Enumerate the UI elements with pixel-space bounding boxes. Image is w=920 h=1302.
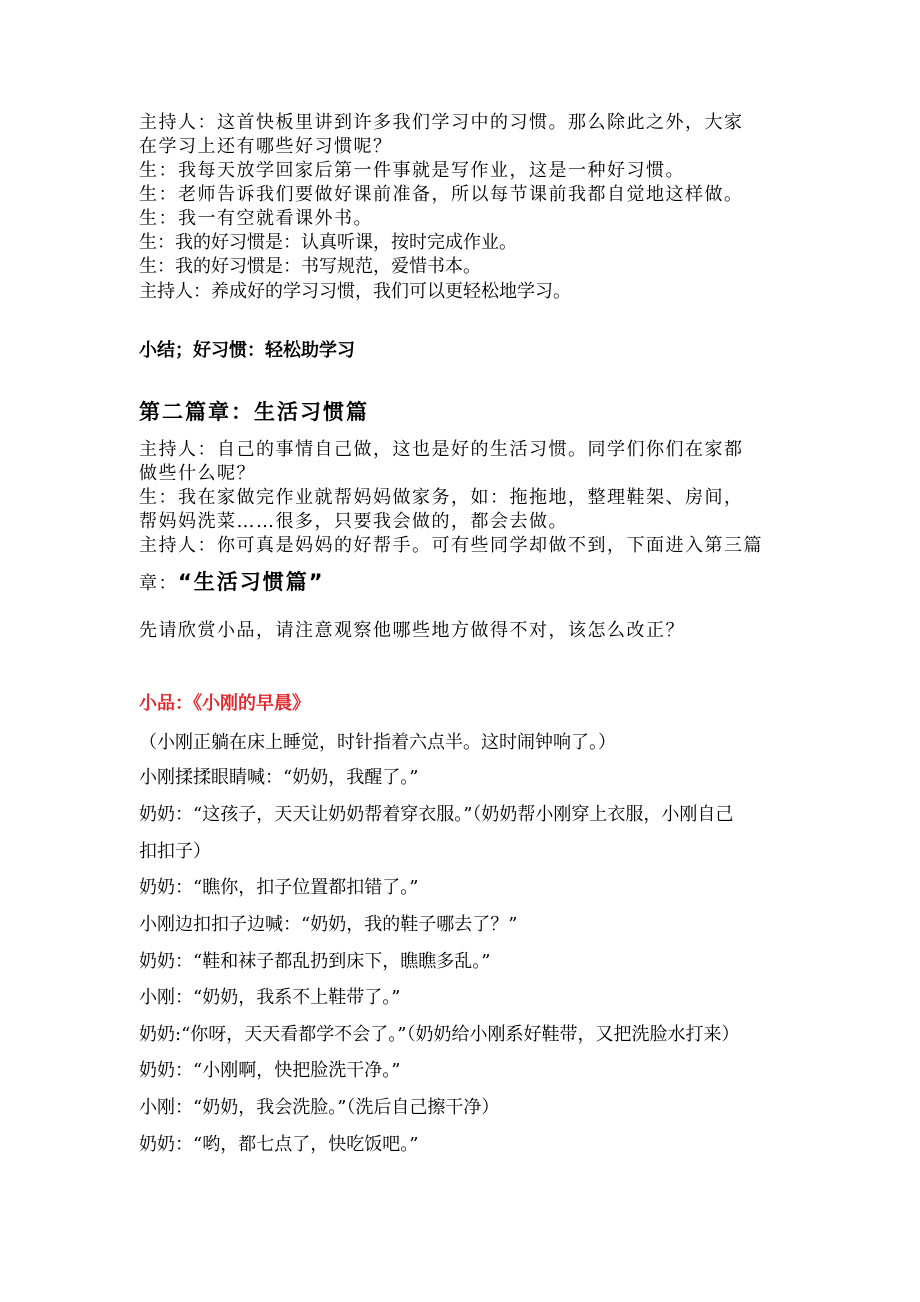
chapter3-title: “生活习惯篇” — [178, 570, 325, 594]
skit-line: 奶奶：“哟，都七点了，快吃饭吧。” — [139, 1134, 419, 1155]
skit-line: 小刚揉揉眼睛喊：“奶奶，我醒了。” — [139, 767, 419, 788]
skit-line: 小刚边扣扣子边喊：“奶奶，我的鞋子哪去了？” — [139, 914, 518, 935]
dialogue-line: 生：我的好习惯是：认真听课，按时完成作业。 — [139, 232, 517, 253]
dialogue-line: 生：我一有空就看课外书。 — [139, 208, 373, 229]
skit-line: 奶奶：“瞧你，扣子位置都扣错了。” — [139, 877, 419, 898]
chapter3-prefix: 章： — [139, 573, 178, 594]
chapter-heading: 第二篇章：生活习惯篇 — [139, 400, 369, 424]
skit-intro: 先请欣赏小品，请注意观察他哪些地方做得不对，该怎么改正？ — [139, 620, 685, 641]
dialogue-line: 主持人：自己的事情自己做，这也是好的生活习惯。同学们你们在家都 — [139, 439, 744, 460]
dialogue-line: 生：我的好习惯是：书写规范，爱惜书本。 — [139, 256, 481, 277]
skit-line: 小刚：“奶奶，我会洗脸。”（洗后自己擦干净） — [139, 1097, 500, 1118]
dialogue-line: 帮妈妈洗菜……很多，只要我会做的，都会去做。 — [139, 511, 568, 532]
skit-line: 奶奶:“你呀，天天看都学不会了。”（奶奶给小刚系好鞋带，又把洗脸水打来） — [139, 1024, 740, 1045]
skit-line: 奶奶：“这孩子，天天让奶奶帮着穿衣服。”（奶奶帮小刚穿上衣服，小刚自己 — [139, 804, 734, 825]
section-summary: 小结；好习惯：轻松助学习 — [139, 340, 355, 361]
skit-line: 奶奶：“鞋和袜子都乱扔到床下，瞧瞧多乱。” — [139, 951, 491, 972]
skit-line: （小刚正躺在床上睡觉，时针指着六点半。这时闹钟响了。） — [139, 732, 616, 753]
dialogue-line: 生：老师告诉我们要做好课前准备，所以每节课前我都自觉地这样做。 — [139, 184, 744, 205]
dialogue-line: 主持人：这首快板里讲到许多我们学习中的习惯。那么除此之外，大家 — [139, 112, 744, 133]
dialogue-line: 生：我每天放学回家后第一件事就是写作业，这是一种好习惯。 — [139, 160, 685, 181]
dialogue-line: 主持人：你可真是妈妈的好帮手。可有些同学却做不到，下面进入第三篇 — [139, 535, 763, 556]
dialogue-line: 在学习上还有哪些好习惯呢？ — [139, 136, 393, 157]
dialogue-line: 生：我在家做完作业就帮妈妈做家务，如：拖拖地，整理鞋架、房间， — [139, 487, 744, 508]
skit-line: 奶奶：“小刚啊，快把脸洗干净。” — [139, 1060, 401, 1081]
dialogue-line: 主持人：养成好的学习习惯，我们可以更轻松地学习。 — [139, 281, 571, 302]
skit-line: 扣扣子） — [139, 841, 211, 862]
dialogue-line: 做些什么呢？ — [139, 463, 256, 484]
skit-title: 小品：《小刚的早晨》 — [139, 693, 310, 714]
skit-line: 小刚：“奶奶，我系不上鞋带了。” — [139, 987, 401, 1008]
chapter3-intro-line — [139, 568, 325, 596]
